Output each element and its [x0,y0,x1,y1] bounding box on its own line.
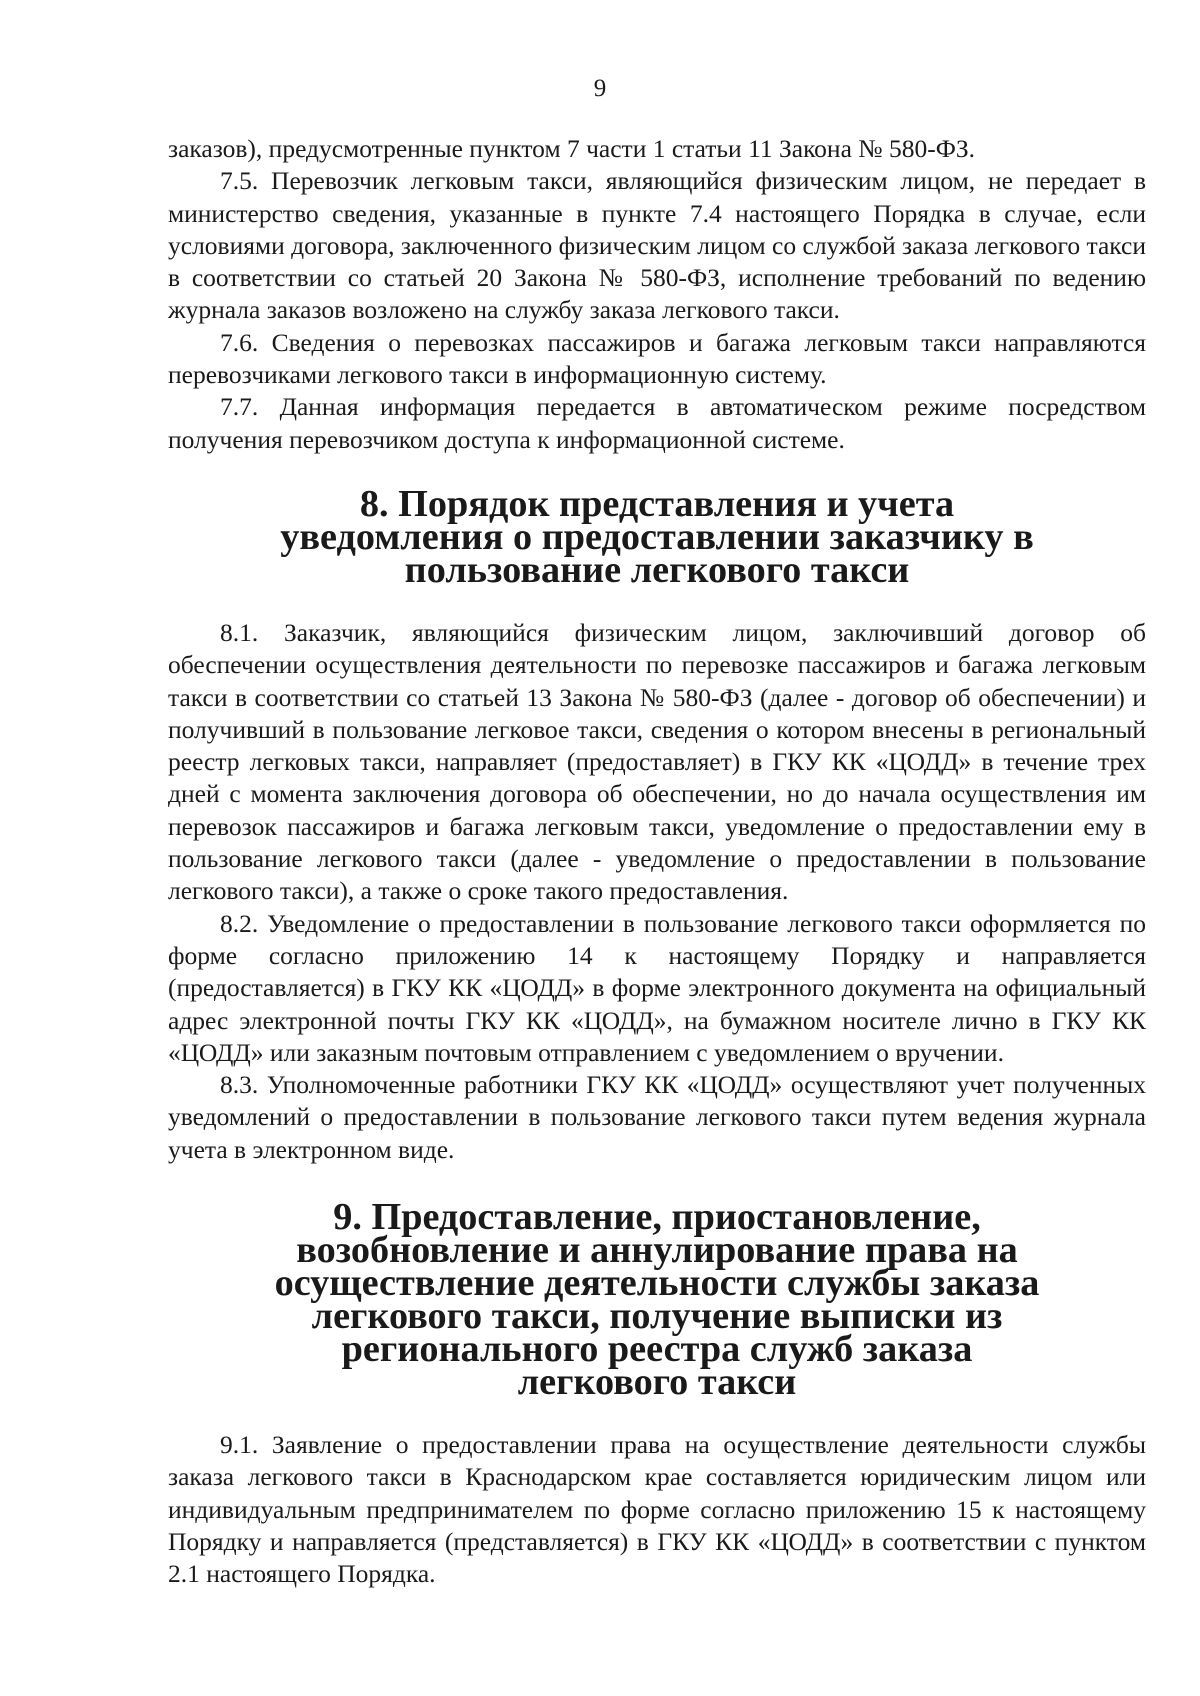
paragraph-7-5: 7.5. Перевозчик легковым такси, являющийся физическим лицом, не передает в министерство сведения, указанные в пункте 7.4 настоящего Порядка в случае, если условиями договора, заключенного физическим лицом со службой заказа легкового такси в соответствии со статьей 20 Закона № 580-ФЗ, исполнение требований по ведению журнала заказов возложено на службу заказа легкового такси. [168,166,1146,325]
document-body [168,133,1146,1591]
paragraph-8-1: 8.1. Заказчик, являющийся физическим лицом, заключивший договор об обеспечении осуществления деятельности по перевозке пассажиров и багажа легковым такси в соответствии со статьей 13 Закона № 580-ФЗ (далее - договор об обеспечении) и получивший в пользование легковое такси, сведения о котором внесены в региональный реестр легковых такси, направляет (предоставляет) в ГКУ КК «ЦОДД» в течение трех дней с момента заключения договора об обеспечении, но до начала осуществления им перевозок пассажиров и багажа легковым такси, уведомление о предоставлении ему в пользование легкового такси (далее - уведомление о предоставлении в пользование легкового такси), а также о сроке такого предоставления. [168,617,1146,906]
paragraph-7-7: 7.7. Данная информация передается в автоматическом режиме посредством получения перевозчиком доступа к информационной системе. [168,392,1146,454]
section-9-heading: 9. Предоставление, приостановление, возобновление и аннулирование права на осуществление деятельности службы заказа легкового такси, получение выписки из регионального реестра служб заказа легкового такси [274,1196,1040,1404]
page-number: 9 [593,75,607,102]
paragraph-8-2: 8.2. Уведомление о предоставлении в пользование легкового такси оформляется по форме согласно приложению 14 к настоящему Порядку и направляется (предоставляется) в ГКУ КК «ЦОДД» в форме электронного документа на официальный адрес электронной почты ГКУ КК «ЦОДД», на бумажном носителе лично в ГКУ КК «ЦОДД» или заказным почтовым отправлением с уведомлением о вручении. [168,908,1146,1067]
paragraph-9-1: 9.1. Заявление о предоставлении права на осуществление деятельности службы заказа легкового такси в Краснодарском крае составляется юридическим лицом или индивидуальным предпринимателем по форме согласно приложению 15 к настоящему Порядку и направляется (представляется) в ГКУ КК «ЦОДД» в соответствии с пунктом 2.1 настоящего Порядка. [168,1430,1146,1589]
section-8-heading: 8. Порядок представления и учета уведомления о предоставлении заказчику в пользование легкового такси [280,482,1034,591]
paragraph-8-3: 8.3. Уполномоченные работники ГКУ КК «ЦОДД» осуществляют учет полученных уведомлений о предоставлении в пользование легкового такси путем ведения журнала учета в электронном виде. [168,1070,1146,1164]
paragraph-7-6: 7.6. Сведения о перевозках пассажиров и багажа легковым такси направляются перевозчиками легкового такси в информационную систему. [168,327,1146,390]
paragraph-7-4-end: заказов), предусмотренные пунктом 7 части 1 статьи 11 Закона № 580-ФЗ. [168,134,976,163]
